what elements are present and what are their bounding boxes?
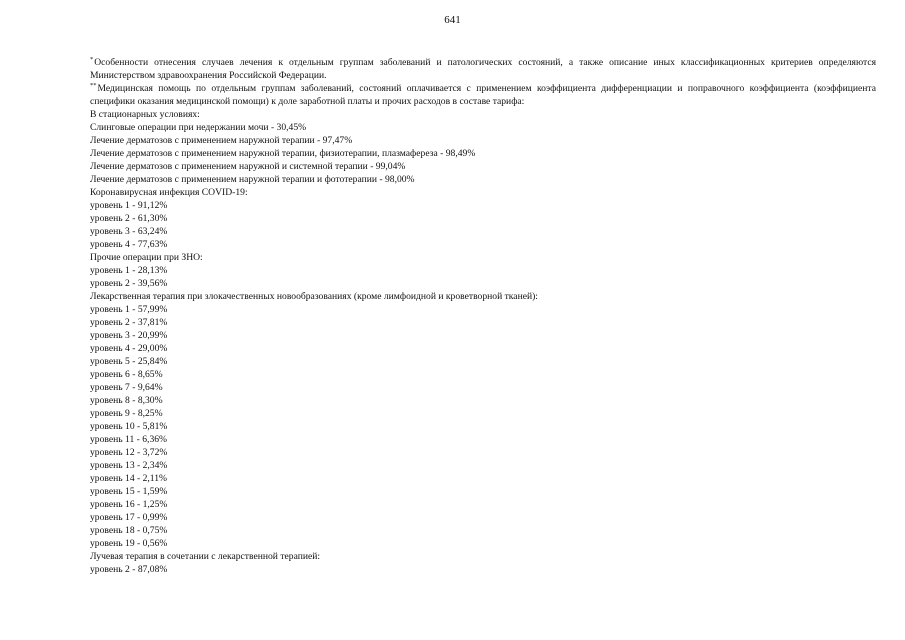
footnote-1: [90, 56, 876, 82]
list-item: уровень 12 - 3,72%: [90, 447, 168, 458]
list-item: Лечение дерматозов с применением наружной и системной терапии - 99,04%: [90, 161, 406, 172]
list-item: уровень 19 - 0,56%: [90, 538, 168, 549]
list-item: уровень 7 - 9,64%: [90, 382, 163, 393]
list-item: уровень 2 - 37,81%: [90, 317, 168, 328]
footnote-mark: *: [90, 56, 94, 63]
list-item: Лечение дерматозов с применением наружной терапии, физиотерапии, плазмафереза - 98,49%: [90, 148, 476, 159]
list-item: уровень 9 - 8,25%: [90, 408, 163, 419]
footnote-2: [90, 82, 876, 108]
list-item: уровень 15 - 1,59%: [90, 486, 168, 497]
list-item: уровень 4 - 77,63%: [90, 239, 168, 250]
list-item: уровень 14 - 2,11%: [90, 473, 168, 484]
list-item: уровень 1 - 57,99%: [90, 304, 168, 315]
list-item: уровень 2 - 61,30%: [90, 213, 168, 224]
list-item: Лекарственная терапия при злокачественных новообразованиях (кроме лимфоидной и кроветворной тканей):: [90, 291, 538, 302]
list-item: Слинговые операции при недержании мочи - 30,45%: [90, 122, 307, 133]
list-item: уровень 18 - 0,75%: [90, 525, 168, 536]
coefficient-list: [90, 108, 876, 576]
list-item: уровень 8 - 8,30%: [90, 395, 163, 406]
list-item: уровень 6 - 8,65%: [90, 369, 163, 380]
footnote-mark: **: [90, 82, 97, 89]
list-item: Лучевая терапия в сочетании с лекарственной терапией:: [90, 551, 321, 562]
list-item: уровень 10 - 5,81%: [90, 421, 168, 432]
document-body: [90, 56, 876, 576]
list-item: уровень 16 - 1,25%: [90, 499, 168, 510]
list-item: уровень 13 - 2,34%: [90, 460, 168, 471]
list-item: уровень 3 - 63,24%: [90, 226, 168, 237]
list-item: уровень 1 - 28,13%: [90, 265, 168, 276]
list-item: уровень 4 - 29,00%: [90, 343, 168, 354]
list-item: уровень 17 - 0,99%: [90, 512, 168, 523]
list-item: Прочие операции при ЗНО:: [90, 252, 203, 263]
page-number: 641: [444, 14, 461, 26]
footnote-text: Особенности отнесения случаев лечения к отдельным группам заболеваний и патологических состояний, а также описание иных классификационных критериев определяются Министерством здравоохранения Российской Федерации.: [90, 57, 876, 81]
list-item: уровень 5 - 25,84%: [90, 356, 168, 367]
list-item: уровень 3 - 20,99%: [90, 330, 168, 341]
list-item: уровень 1 - 91,12%: [90, 200, 168, 211]
list-item: Коронавирусная инфекция COVID-19:: [90, 187, 248, 198]
list-item: уровень 2 - 87,08%: [90, 564, 168, 575]
list-item: уровень 11 - 6,36%: [90, 434, 168, 445]
list-item: уровень 2 - 39,56%: [90, 278, 168, 289]
list-item: Лечение дерматозов с применением наружной терапии - 97,47%: [90, 135, 353, 146]
footnote-text: Медицинская помощь по отдельным группам заболеваний, состояний оплачивается с применением коэффициента дифференциации и поправочного коэффициента (коэффициента специфики оказания медицинской помощи) к доле заработной платы и прочих расходов в составе тарифа:: [90, 83, 876, 107]
list-item: В стационарных условиях:: [90, 109, 200, 120]
list-item: Лечение дерматозов с применением наружной терапии и фототерапии - 98,00%: [90, 174, 415, 185]
